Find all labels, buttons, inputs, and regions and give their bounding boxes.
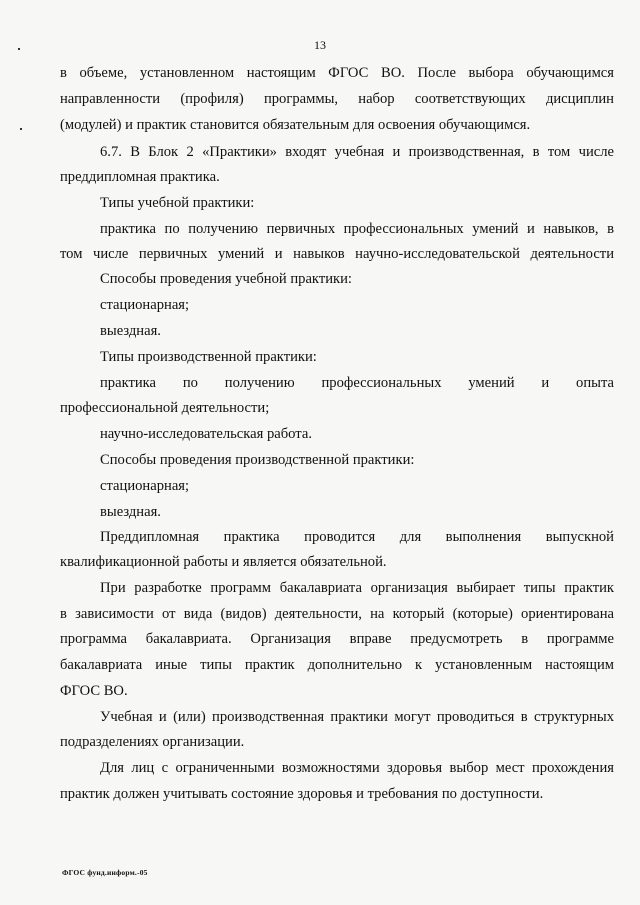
list-item: профессиональной деятельности; [60, 400, 270, 416]
paragraph-line: Способы проведения учебной практики: [100, 271, 352, 287]
paragraph-line: в зависимости от вида (видов) деятельности, на который (которые) ориентирована [60, 606, 614, 622]
paragraph-line: Способы проведения производственной практики: [100, 452, 415, 468]
list-item: научно-исследовательская работа. [100, 426, 312, 442]
paragraph-line: квалификационной работы и является обязательной. [60, 554, 387, 570]
footer-code: ФГОС фунд.информ.-05 [62, 868, 148, 877]
paragraph-line: ФГОС ВО. [60, 683, 128, 699]
list-item: выездная. [100, 323, 161, 339]
paragraph-line: Учебная и (или) производственная практики могут проводиться в структурных [100, 709, 614, 725]
paragraph-line: Для лиц с ограниченными возможностями здоровья выбор мест прохождения [100, 760, 614, 776]
list-item: практика по получению профессиональных умений и опыта [100, 375, 614, 391]
paragraph-line: в объеме, установленном настоящим ФГОС ВО. После выбора обучающимся [60, 65, 614, 81]
paragraph-line: подразделениях организации. [60, 734, 245, 750]
page-number: 13 [314, 38, 326, 52]
paragraph-line: Типы производственной практики: [100, 349, 317, 365]
paragraph-line: направленности (профиля) программы, набор соответствующих дисциплин [60, 91, 614, 107]
paragraph-line: бакалавриата иные типы практик дополнительно к установленным настоящим [60, 657, 614, 673]
paragraph-line: Преддипломная практика проводится для выполнения выпускной [100, 529, 614, 545]
paragraph-line: При разработке программ бакалавриата организация выбирает типы практик [100, 580, 614, 596]
paragraph-line: том числе первичных умений и навыков научно-исследовательской деятельности [60, 246, 614, 262]
list-item: стационарная; [100, 478, 190, 494]
paragraph-line: 6.7. В Блок 2 «Практики» входят учебная и производственная, в том числе [100, 144, 614, 160]
paragraph-line: программа бакалавриата. Организация вправе предусмотреть в программе [60, 631, 614, 647]
paragraph-line: практик должен учитывать состояние здоровья и требования по доступности. [60, 786, 544, 802]
paragraph-line: практика по получению первичных профессиональных умений и навыков, в [100, 221, 614, 237]
list-item: стационарная; [100, 297, 190, 313]
paragraph-line: Типы учебной практики: [100, 195, 255, 211]
list-item: выездная. [100, 504, 161, 520]
paragraph-line: преддипломная практика. [60, 169, 220, 185]
paragraph-line: (модулей) и практик становится обязательным для освоения обучающимся. [60, 117, 531, 133]
scan-mark [20, 128, 22, 130]
